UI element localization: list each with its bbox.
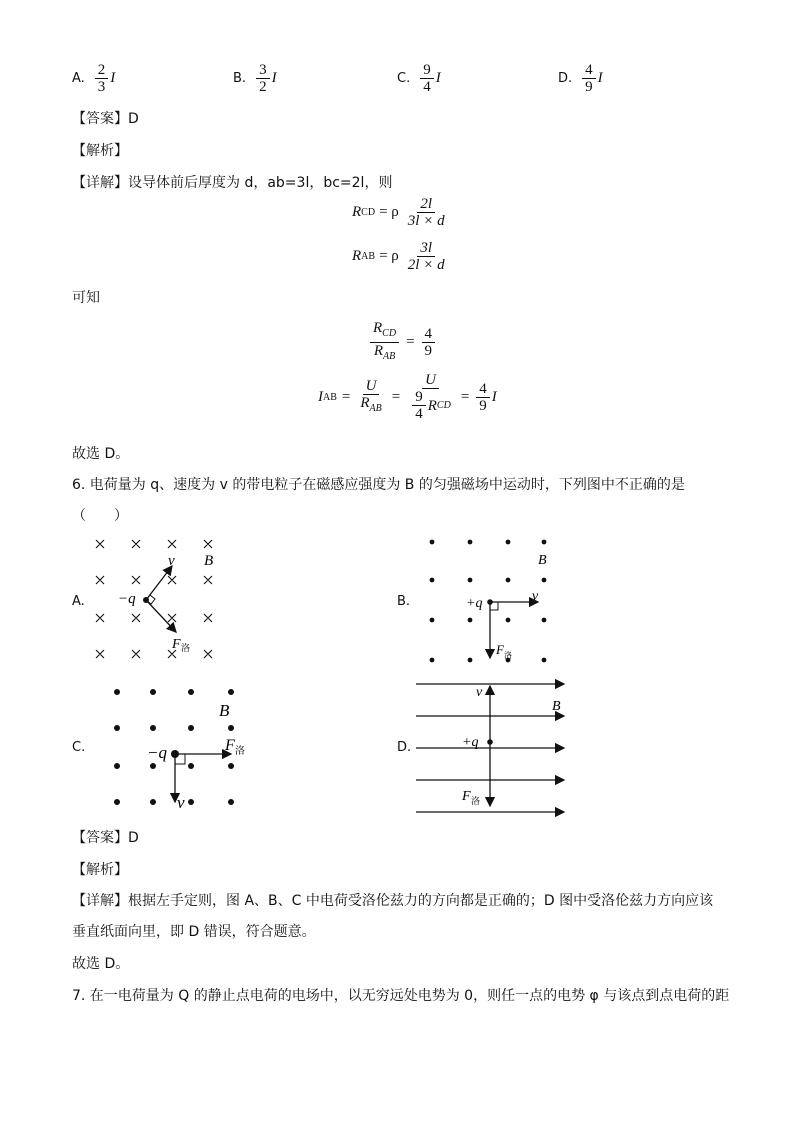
q6-stem: 6. 电荷量为 q、速度为 v 的带电粒子在磁感应强度为 B 的匀强磁场中运动时，下列图中不正确的是 — [72, 477, 685, 493]
force-label: F — [462, 789, 471, 804]
figure-c-label: C. — [72, 740, 86, 755]
charge-label: +q — [462, 735, 479, 750]
figure-a — [88, 532, 228, 667]
q5-keyzhi: 可知 — [72, 290, 100, 306]
q6-paren: （ ） — [72, 508, 128, 524]
equation-ratio: $\frac{R_{CD}}{R_{AB}}$ = $\frac{4}{9}$ — [368, 320, 437, 365]
equation-iab: I AB = $\frac{U}{R_{AB}}$ = U $\frac{9}{4}$ R CD = $\frac{4}{9}$ I — [318, 372, 497, 422]
option-a: A. $\frac{2}{3}$ I — [72, 62, 116, 95]
figure-c — [105, 680, 255, 815]
velocity-label: v — [177, 793, 185, 812]
charge-label: −q — [118, 591, 136, 607]
figure-b-label: B. — [397, 594, 411, 609]
force-label: F — [172, 637, 181, 652]
force-label: F — [225, 737, 235, 754]
q6-analysis-heading: 【解析】 — [72, 862, 128, 878]
force-sub: 洛 — [235, 746, 245, 757]
charge-label: +q — [466, 596, 483, 611]
q5-analysis-heading: 【解析】 — [72, 143, 128, 159]
velocity-label: v — [168, 553, 175, 569]
q5-detail: 【详解】设导体前后厚度为 d，ab=3l，bc=2l，则 — [72, 175, 393, 191]
force-sub: 洛 — [471, 796, 481, 806]
q5-answer: 【答案】D — [72, 111, 139, 127]
figure-b — [420, 532, 560, 672]
field-label: B — [219, 701, 230, 720]
q6-conclusion: 故选 D。 — [72, 956, 130, 972]
figure-a-label: A. — [72, 594, 85, 609]
charge-label: −q — [147, 743, 167, 762]
velocity-label: v — [476, 685, 483, 700]
field-label: B — [538, 553, 547, 568]
force-label: F — [496, 642, 504, 657]
option-d: D. $\frac{4}{9}$ I — [558, 62, 603, 95]
field-label: B — [552, 699, 561, 714]
q6-detail-1: 【详解】根据左手定则，图 A、B、C 中电荷受洛伦兹力的方向都是正确的；D 图中受洛伦兹力方向应该 — [72, 893, 714, 909]
q6-answer: 【答案】D — [72, 830, 139, 846]
cross-field — [96, 540, 212, 658]
dot-field — [114, 689, 234, 805]
option-c: C. $\frac{9}{4}$ I — [397, 62, 441, 95]
equation-rcd: R CD = ρ $\frac{2l}{3l \times d}$ — [352, 196, 445, 229]
force-sub: 洛 — [181, 643, 191, 653]
q7-stem: 7. 在一电荷量为 Q 的静止点电荷的电场中，以无穷远处电势为 0，则任一点的电势 φ 与该点到点电荷的距 — [72, 988, 730, 1004]
figure-d-label: D. — [397, 740, 412, 755]
field-label: B — [204, 553, 214, 569]
force-sub: 洛 — [504, 651, 512, 660]
option-b: B. $\frac{3}{2}$ I — [233, 62, 277, 95]
equation-rab: R AB = ρ $\frac{3l}{2l \times d}$ — [352, 240, 445, 273]
q6-detail-2: 垂直纸面向里，即 D 错误，符合题意。 — [72, 924, 316, 940]
figure-d — [414, 674, 570, 820]
q5-conclusion: 故选 D。 — [72, 446, 130, 462]
velocity-label: v — [532, 589, 539, 604]
